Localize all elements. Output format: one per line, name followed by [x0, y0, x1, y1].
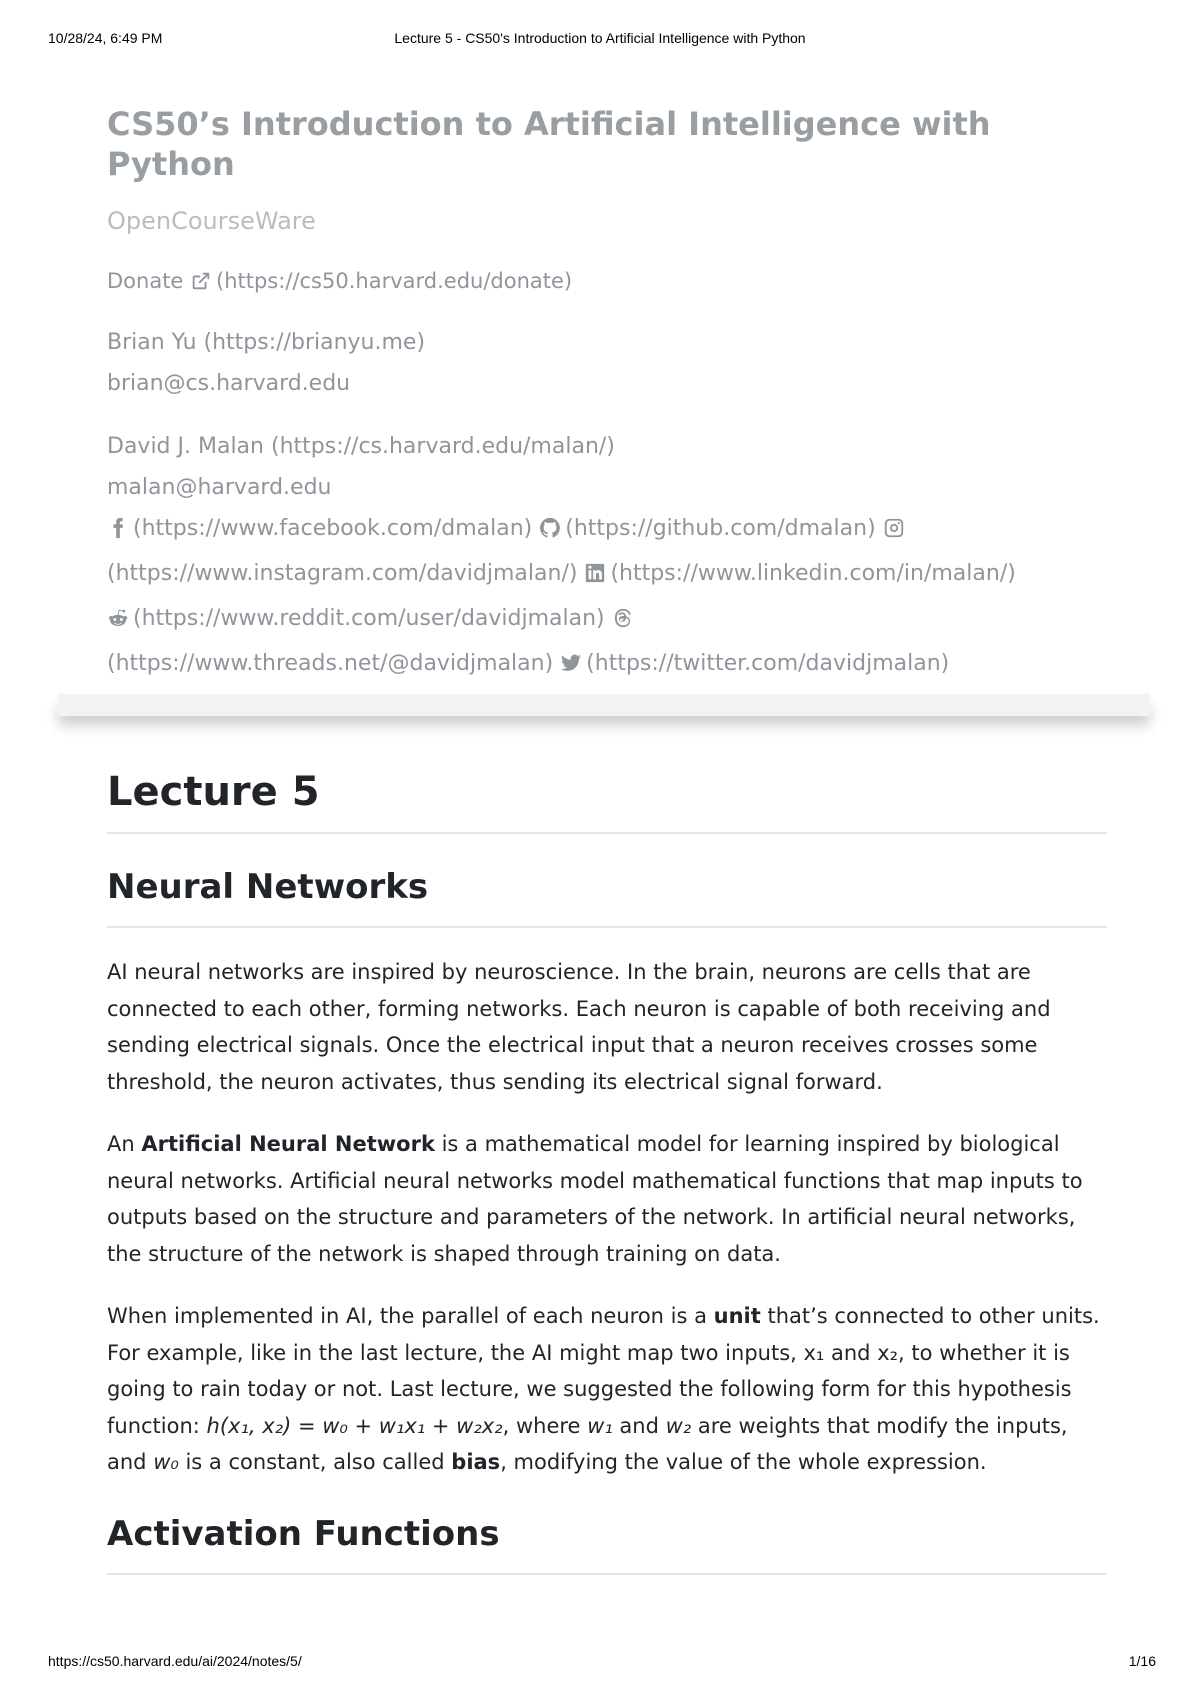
instructor-brian — [107, 322, 1107, 404]
paragraph-ann: An Artificial Neural Network is a mathematical model for learning inspired by biological neural networks. Artificial neural networks model mathematical functions that map inputs to outputs based on the structure and parameters of the network. In artificial neural networks, the structure of the network is shaped through training on data. — [107, 1132, 1083, 1266]
instructor-name[interactable]: Brian Yu — [107, 330, 197, 355]
donate-url[interactable]: (https://cs50.harvard.edu/donate) — [216, 269, 573, 293]
reddit-icon[interactable] — [107, 602, 129, 643]
lecture-title: Lecture 5 — [107, 760, 1107, 834]
reddit-url[interactable]: (https://www.reddit.com/user/davidjmalan) — [133, 606, 605, 631]
term-ann: Artificial Neural Network — [141, 1132, 435, 1156]
instagram-url[interactable]: (https://www.instagram.com/davidjmalan/) — [107, 561, 578, 586]
print-page-title: Lecture 5 - CS50's Introduction to Artificial Intelligence with Python — [394, 30, 806, 46]
github-icon[interactable] — [539, 512, 561, 553]
section-heading-neural-networks: Neural Networks — [107, 860, 1107, 928]
instructor-email[interactable]: brian@cs.harvard.edu — [107, 371, 351, 396]
print-datetime: 10/28/24, 6:49 PM — [48, 30, 163, 46]
threads-icon[interactable] — [612, 602, 634, 643]
donate-label: Donate — [107, 269, 184, 293]
course-title[interactable]: CS50’s Introduction to Artificial Intelligence with Python — [107, 105, 991, 183]
instructor-email[interactable]: malan@harvard.edu — [107, 475, 332, 500]
header-divider-shadow — [58, 694, 1150, 716]
donate-link[interactable] — [107, 266, 1107, 300]
instructor-david — [107, 426, 1107, 688]
threads-url[interactable]: (https://www.threads.net/@davidjmalan) — [107, 651, 554, 676]
instructor-url[interactable]: (https://cs.harvard.edu/malan/) — [271, 434, 615, 459]
external-link-icon — [190, 270, 212, 300]
section-heading-activation-functions: Activation Functions — [107, 1507, 1107, 1575]
term-unit: unit — [713, 1304, 761, 1328]
print-header — [0, 30, 1200, 50]
instructor-name[interactable]: David J. Malan — [107, 434, 264, 459]
print-footer — [0, 1653, 1200, 1673]
course-subtitle: OpenCourseWare — [107, 207, 316, 235]
linkedin-icon[interactable] — [584, 557, 606, 598]
term-bias: bias — [451, 1450, 501, 1474]
instructor-url[interactable]: (https://brianyu.me) — [203, 330, 426, 355]
facebook-url[interactable]: (https://www.facebook.com/dmalan) — [133, 516, 533, 541]
linkedin-url[interactable]: (https://www.linkedin.com/in/malan/) — [610, 561, 1016, 586]
paragraph-neuroscience: AI neural networks are inspired by neuroscience. In the brain, neurons are cells that are connected to each other, forming networks. Each neuron is capable of both receiving and sending electrical signals. Once the electrical input that a neuron receives crosses some threshold, the neuron activates, thus sending its electrical signal forward. — [107, 960, 1051, 1094]
print-page-number: 1/16 — [1128, 1653, 1156, 1669]
facebook-icon[interactable] — [107, 512, 129, 553]
hypothesis-formula: h(x₁, x₂) = w₀ + w₁x₁ + w₂x₂ — [206, 1413, 503, 1438]
paragraph-units: When implemented in AI, the parallel of each neuron is a unit that’s connected to other units. For example, like in the last lecture, the AI might map two inputs, x₁ and x₂, to whether it is going to rain today or not. Last lecture, we suggested the following form for this hypothesis function: h(x₁, x₂) = w₀ + w₁x₁ + w₂x₂, where w₁ and w₂ are weights that modify the inputs, and w₀ is a constant, also called bias, modifying the value of the whole expression. — [107, 1304, 1100, 1474]
course-sidebar — [107, 104, 1107, 688]
github-url[interactable]: (https://github.com/dmalan) — [565, 516, 876, 541]
instagram-icon[interactable] — [883, 512, 905, 553]
print-url: https://cs50.harvard.edu/ai/2024/notes/5/ — [48, 1653, 302, 1669]
lecture-content — [107, 760, 1107, 1575]
social-links — [107, 508, 1107, 688]
twitter-icon[interactable] — [560, 647, 582, 688]
twitter-url[interactable]: (https://twitter.com/davidjmalan) — [586, 651, 950, 676]
